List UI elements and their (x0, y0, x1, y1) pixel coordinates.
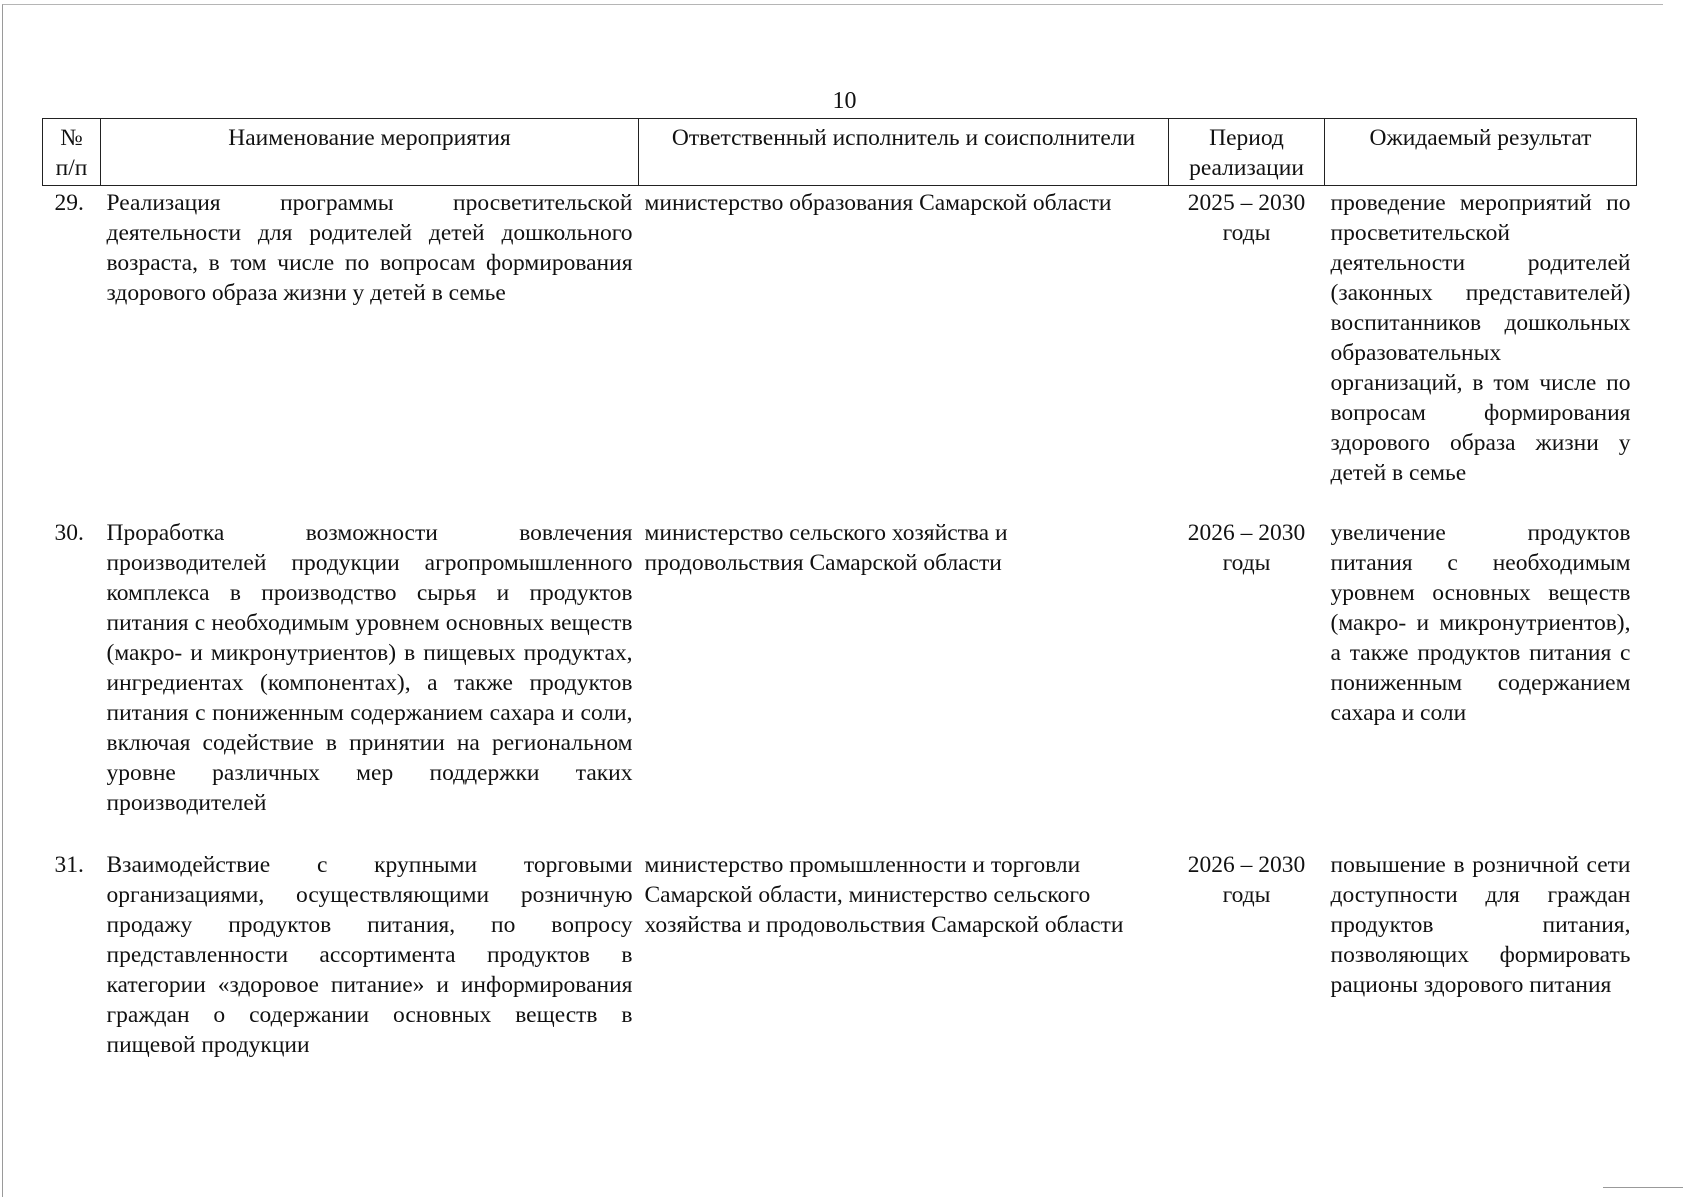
row-period: 2026 – 2030 годы (1187, 520, 1306, 576)
page-number: 10 (832, 88, 857, 114)
row-result: увеличение продуктов питания с необходимым уровнем основных веществ (макро- и микронутриентов), а также продуктов питания с пониженным содержанием сахара и соли (1330, 520, 1631, 726)
header-executor: Ответственный исполнитель и соисполнители (639, 119, 1169, 186)
row-result: проведение мероприятий по просветительской деятельности родителей (законных представителей) воспитанников дошкольных образовательных организаций, в том числе по вопросам формирования здорового образа жизни у детей в семье (1330, 190, 1631, 486)
row-executor: министерство сельского хозяйства и продовольствия Самарской области (644, 520, 1008, 576)
activities-table (42, 118, 1637, 1060)
table-row (43, 850, 1637, 1060)
header-name: Наименование мероприятия (101, 119, 639, 186)
row-name: Проработка возможности вовлечения производителей продукции агропромышленного комплекса в производство сырья и продуктов питания с необходимым уровнем основных веществ (макро- и микронутриентов) в пищевых продуктах, ингредиентах (компонентах), а также продуктов питания с пониженным содержанием сахара и соли, включая содействие в принятии на региональном уровне различных мер поддержки таких производителей (106, 520, 633, 816)
row-period: 2025 – 2030 годы (1187, 190, 1306, 246)
row-num: 31. (54, 852, 84, 878)
row-num: 29. (54, 190, 84, 216)
row-name: Реализация программы просветительской деятельности для родителей детей дошкольного возраста, в том числе по вопросам формирования здорового образа жизни у детей в семье (106, 190, 633, 306)
table-row (43, 186, 1637, 519)
table-row (43, 518, 1637, 850)
header-result: Ожидаемый результат (1325, 119, 1637, 186)
header-num: № п/п (43, 119, 101, 186)
row-period: 2026 – 2030 годы (1187, 852, 1306, 908)
row-executor: министерство образования Самарской области (644, 190, 1112, 216)
table-header-row (43, 119, 1637, 186)
row-executor: министерство промышленности и торговли Самарской области, министерство сельского хозяйства и продовольствия Самарской области (644, 852, 1124, 938)
scan-edge-rule (1603, 1187, 1683, 1188)
header-period: Период реализации (1169, 119, 1325, 186)
row-name: Взаимодействие с крупными торговыми организациями, осуществляющими розничную продажу продуктов питания, по вопросу представленности ассортимента продуктов в категории «здоровое питание» и информирования граждан о содержании основных веществ в пищевой продукции (106, 852, 633, 1058)
row-num: 30. (54, 520, 84, 546)
row-result: повышение в розничной сети доступности для граждан продуктов питания, позволяющих формировать рационы здорового питания (1330, 852, 1631, 998)
